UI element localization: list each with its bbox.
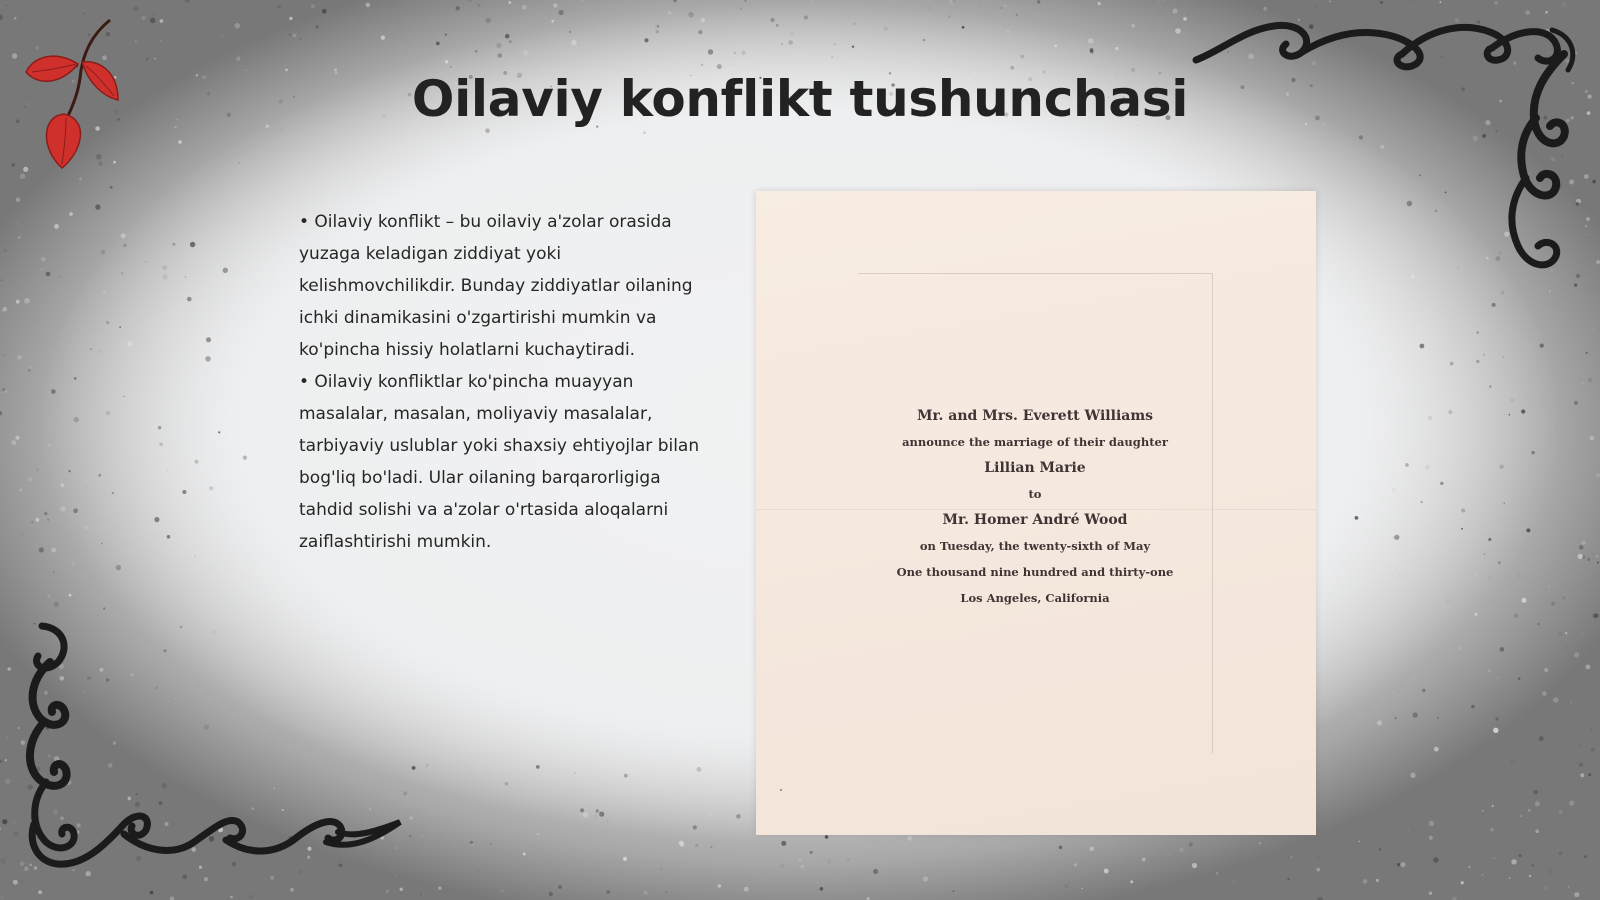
body-text — [299, 206, 704, 558]
invitation-line: One thousand nine hundred and thirty-one — [896, 565, 1174, 579]
invitation-line: on Tuesday, the twenty-sixth of May — [919, 539, 1151, 553]
invitation-line: Mr. Homer André Wood — [942, 512, 1128, 528]
slide-title: Oilaviy konflikt tushunchasi — [411, 70, 1189, 128]
bullet-paragraph: • Oilaviy konflikt – bu oilaviy a'zolar orasida yuzaga keladigan ziddiyat yoki kelishmovchilikdir. Bunday ziddiyatlar oilaning ichki dinamikasini o'zgartirishi mumkin va ko'pincha hissiy holatlarni kuchaytiradi. — [299, 212, 693, 360]
invitation-line: Mr. and Mrs. Everett Williams — [916, 408, 1154, 424]
invitation-line: Lillian Marie — [984, 460, 1086, 476]
bullet-paragraph: • Oilaviy konfliktlar ko'pincha muayyan masalalar, masalan, moliyaviy masalalar, tarbiyaviy uslublar yoki shaxsiy ehtiyojlar bilan bog'liq bo'ladi. Ular oilaning barqarorligiga tahdid solishi va a'zolar o'rtasida aloqalarni zaiflashtirishi mumkin. — [299, 372, 700, 552]
invitation-line: announce the marriage of their daughter — [902, 435, 1168, 449]
paper-speck — [780, 789, 782, 791]
swirl-flourish-bottom-left-icon — [14, 618, 414, 888]
invitation-line: Los Angeles, California — [960, 591, 1110, 605]
invitation-line: to — [1028, 487, 1042, 501]
wedding-invitation-image — [756, 191, 1316, 835]
invitation-text — [858, 403, 1212, 611]
